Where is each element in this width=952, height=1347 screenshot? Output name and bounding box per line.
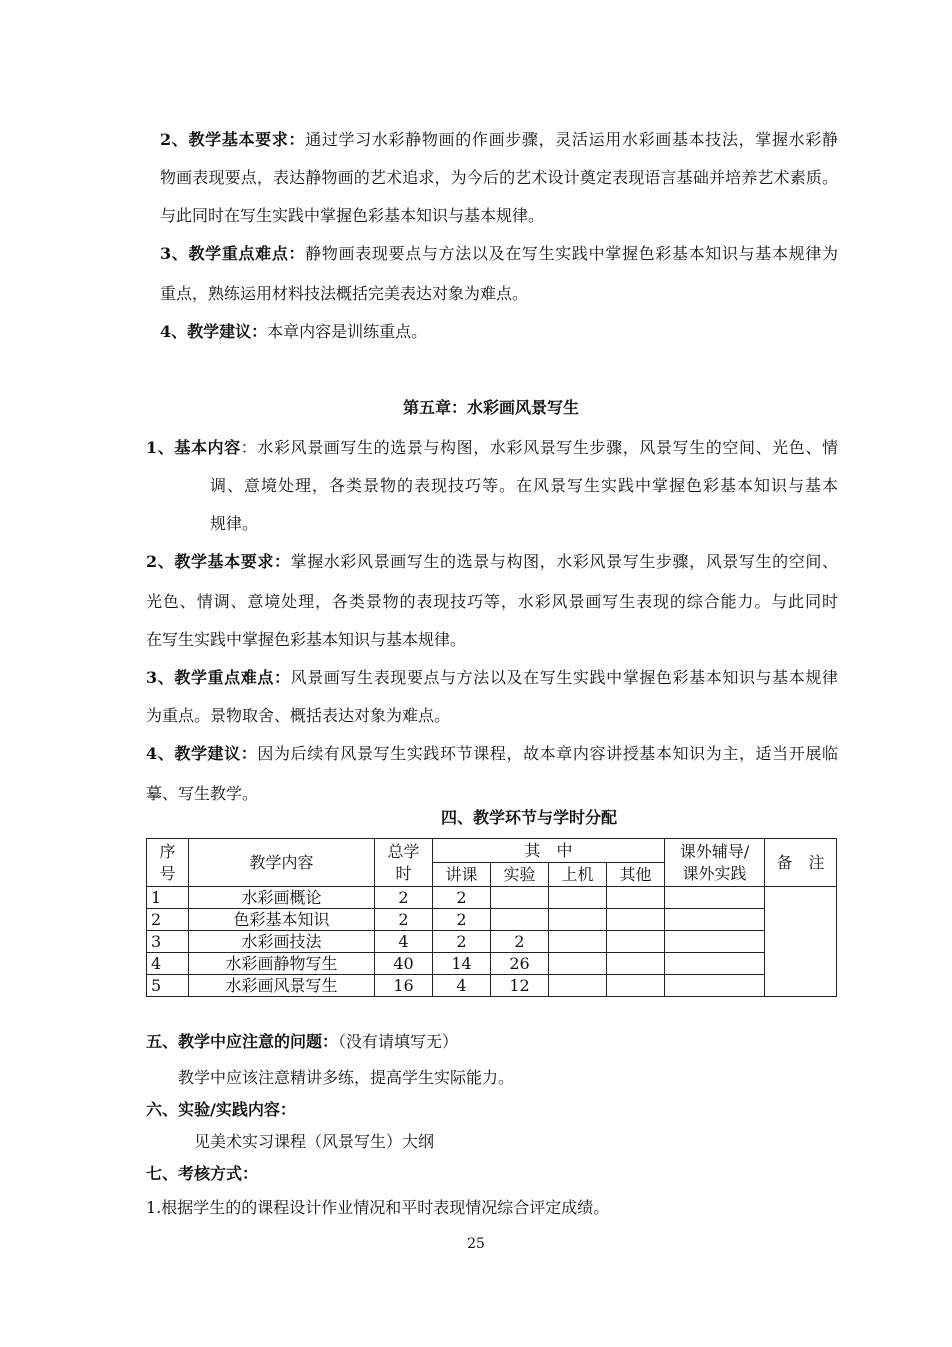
cell-extra <box>665 931 765 953</box>
cell-other <box>607 909 665 931</box>
section-5-body: 教学中应该注意精讲多练，提高学生实际能力。 <box>178 1068 515 1087</box>
cell-lecture: 2 <box>433 931 491 953</box>
chapter-5-title: 第五章：水彩画风景写生 <box>402 398 579 417</box>
header-among: 其 中 <box>433 839 665 863</box>
cell-computer <box>549 909 607 931</box>
cell-total: 2 <box>375 909 433 931</box>
cell-seq: 2 <box>147 909 189 931</box>
cell-extra <box>665 975 765 997</box>
ch5-content-line-1: 1、基本内容：水彩风景画写生的选景与构图，水彩风景写生步骤，风景写生的空间、光色、情 <box>146 438 838 457</box>
cell-lab: 12 <box>491 975 549 997</box>
section-5-hint: （没有请填写无） <box>338 1032 459 1051</box>
ch4-keypoints-line-1: 3、教学重点难点：静物画表现要点与方法以及在写生实践中掌握色彩基本知识与基本规律为 <box>160 244 838 263</box>
section-7-title: 七、考核方式： <box>146 1164 259 1183</box>
cell-content: 色彩基本知识 <box>189 909 375 931</box>
cell-computer <box>549 887 607 909</box>
section-4-title: 四、教学环节与学时分配 <box>440 808 617 827</box>
cell-content: 水彩画技法 <box>189 931 375 953</box>
cell-seq: 4 <box>147 953 189 975</box>
cell-extra <box>665 887 765 909</box>
header-note: 备 注 <box>765 839 837 887</box>
cell-lab <box>491 887 549 909</box>
cell-extra <box>665 909 765 931</box>
header-seq: 序 号 <box>147 839 189 887</box>
ch5-content-line-2: 调、意境处理，各类景物的表现技巧等。在风景写生实践中掌握色彩基本知识与基本 <box>210 476 838 495</box>
ch4-keypoints-line-2: 重点，熟练运用材料技法概括完美表达对象为难点。 <box>160 284 529 303</box>
cell-computer <box>549 975 607 997</box>
cell-lecture: 2 <box>433 909 491 931</box>
cell-total: 2 <box>375 887 433 909</box>
cell-seq: 5 <box>147 975 189 997</box>
cell-lab: 2 <box>491 931 549 953</box>
ch4-suggestion-label: 4、教学建议： <box>160 322 268 341</box>
section-7-body: 1.根据学生的的课程设计作业情况和平时表现情况综合评定成绩。 <box>146 1198 610 1217</box>
header-content: 教学内容 <box>189 839 375 887</box>
cell-computer <box>549 953 607 975</box>
ch5-requirements-line-3: 在写生实践中掌握色彩基本知识与基本规律。 <box>146 630 467 649</box>
table-row <box>147 887 837 909</box>
header-total: 总学 时 <box>375 839 433 887</box>
table-row <box>147 953 837 975</box>
cell-total: 40 <box>375 953 433 975</box>
cell-total: 4 <box>375 931 433 953</box>
table-row <box>147 909 837 931</box>
ch5-suggestion-line-1: 4、教学建议：因为后续有风景写生实践环节课程，故本章内容讲授基本知识为主，适当开展临 <box>146 744 838 763</box>
ch5-requirements-line-2: 光色、情调、意境处理，各类景物的表现技巧等，水彩风景画写生表现的综合能力。与此同时 <box>146 592 838 611</box>
ch5-keypoints-line-1: 3、教学重点难点：风景画写生表现要点与方法以及在写生实践中掌握色彩基本知识与基本规律 <box>146 668 838 687</box>
section-5-title: 五、教学中应注意的问题： <box>146 1032 339 1051</box>
cell-lecture: 4 <box>433 975 491 997</box>
cell-other <box>607 975 665 997</box>
header-lecture: 讲课 <box>433 863 491 887</box>
table-row <box>147 931 837 953</box>
header-other: 其他 <box>607 863 665 887</box>
ch4-requirements-line-3: 与此同时在写生实践中掌握色彩基本知识与基本规律。 <box>160 206 545 225</box>
ch4-requirements-line-1: 2、教学基本要求：通过学习水彩静物画的作画步骤，灵活运用水彩画基本技法，掌握水彩静 <box>160 130 838 149</box>
cell-other <box>607 931 665 953</box>
ch5-suggestion-line-2: 摹、写生教学。 <box>146 784 259 803</box>
header-computer: 上机 <box>549 863 607 887</box>
ch5-suggestion-label: 4、教学建议： <box>146 744 258 763</box>
header-lab: 实验 <box>491 863 549 887</box>
cell-lecture: 2 <box>433 887 491 909</box>
cell-extra <box>665 953 765 975</box>
cell-seq: 1 <box>147 887 189 909</box>
section-6-body: 见美术实习课程（风景写生）大纲 <box>194 1132 435 1151</box>
cell-computer <box>549 931 607 953</box>
ch5-content-label: 1、基本内容 <box>146 438 241 457</box>
ch5-keypoints-label: 3、教学重点难点： <box>146 668 291 687</box>
cell-seq: 3 <box>147 931 189 953</box>
ch4-requirements-line-2: 物画表现要点，表达静物画的艺术追求，为今后的艺术设计奠定表现语言基础并培养艺术素质。 <box>160 168 838 187</box>
schedule-table <box>146 838 837 997</box>
cell-content: 水彩画风景写生 <box>189 975 375 997</box>
section-6-title: 六、实验/实践内容： <box>146 1100 296 1119</box>
ch5-keypoints-line-2: 为重点。景物取舍、概括表达对象为难点。 <box>146 706 451 725</box>
cell-note <box>765 887 837 997</box>
ch5-requirements-line-1: 2、教学基本要求：掌握水彩风景画写生的选景与构图，水彩风景写生步骤，风景写生的空间、 <box>146 552 838 571</box>
page-number: 25 <box>467 1236 485 1252</box>
cell-other <box>607 887 665 909</box>
cell-lab <box>491 909 549 931</box>
table-row <box>147 975 837 997</box>
cell-content: 水彩画概论 <box>189 887 375 909</box>
header-extra: 课外辅导/ 课外实践 <box>665 839 765 887</box>
cell-total: 16 <box>375 975 433 997</box>
section-5-heading <box>146 1030 458 1054</box>
cell-lab: 26 <box>491 953 549 975</box>
ch4-suggestion: 4、教学建议：本章内容是训练重点。 <box>160 322 428 341</box>
ch5-requirements-label: 2、教学基本要求： <box>146 552 291 571</box>
ch4-requirements-label: 2、教学基本要求： <box>160 130 306 149</box>
cell-lecture: 14 <box>433 953 491 975</box>
ch5-content-line-3: 规律。 <box>210 514 259 533</box>
cell-other <box>607 953 665 975</box>
cell-content: 水彩画静物写生 <box>189 953 375 975</box>
ch4-keypoints-label: 3、教学重点难点： <box>160 244 306 263</box>
